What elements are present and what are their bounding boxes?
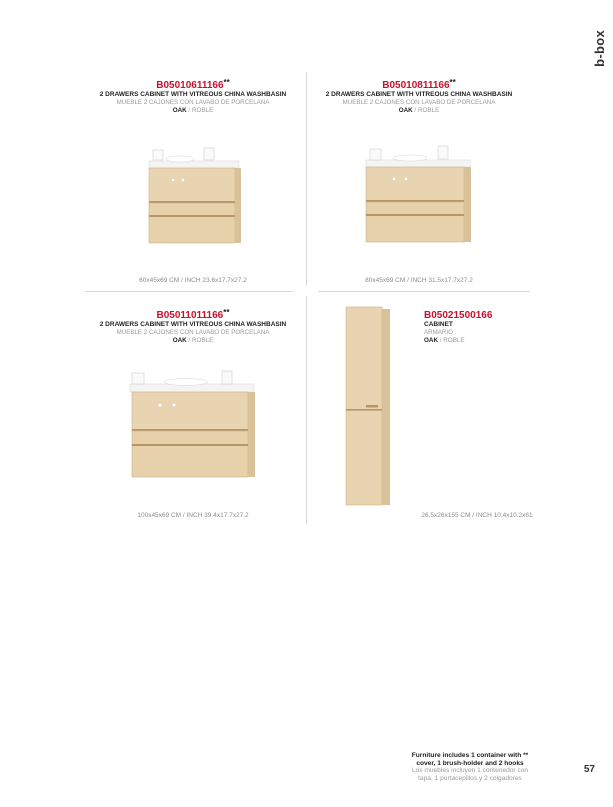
product-card-3 bbox=[80, 310, 306, 346]
product-card-2 bbox=[306, 80, 532, 116]
page-number: 57 bbox=[583, 764, 595, 775]
brand-label: b-box bbox=[592, 30, 607, 67]
product-code: B05021500166 bbox=[424, 310, 493, 321]
row-divider-left bbox=[85, 291, 293, 292]
product-name-en: 2 DRAWERS CABINET WITH VITREOUS CHINA WASHBASIN bbox=[325, 91, 513, 98]
product-code: B05010611166** bbox=[156, 78, 230, 91]
product-finish: OAK / ROBLE bbox=[424, 337, 465, 344]
footnote-es-line2: tapa, 1 portacepillos y 2 colgadores bbox=[418, 774, 522, 782]
tall-cabinet-image bbox=[342, 305, 392, 510]
product-name-es: MUEBLE 2 CAJONES CON LAVABO DE PORCELANA bbox=[342, 99, 496, 106]
product-code: B05011011166** bbox=[156, 308, 230, 321]
product-dimensions: 26,5x26x155 CM / INCH 10.4x10.2x61 bbox=[421, 512, 533, 519]
product-name-en: 2 DRAWERS CABINET WITH VITREOUS CHINA WASHBASIN bbox=[99, 321, 287, 328]
product-dimensions: 60x45x69 CM / INCH 23.6x17.7x27.2 bbox=[139, 277, 247, 284]
product-dimensions: 100x45x69 CM / INCH 39.4x17.7x27.2 bbox=[137, 512, 249, 519]
product-code: B05010811166** bbox=[382, 78, 456, 91]
footnote-es-line1: Los muebles incluyen 1 contenedor con bbox=[411, 767, 529, 774]
product-card-1 bbox=[80, 80, 306, 116]
product-name-en: CABINET bbox=[424, 321, 453, 328]
vanity-80-image bbox=[364, 140, 474, 250]
row-divider-right bbox=[318, 291, 530, 292]
product-card-4 bbox=[424, 310, 544, 346]
product-name-es: ARMARIO bbox=[424, 329, 453, 336]
furniture-footnote bbox=[400, 752, 540, 782]
column-divider-bottom bbox=[306, 296, 307, 524]
footnote-en-line1: Furniture includes 1 container with ** bbox=[411, 752, 529, 759]
product-name-es: MUEBLE 2 CAJONES CON LAVABO DE PORCELANA bbox=[116, 99, 270, 106]
product-finish: OAK / ROBLE bbox=[398, 107, 440, 114]
vanity-60-image bbox=[145, 145, 245, 250]
product-finish: OAK / ROBLE bbox=[172, 107, 214, 114]
product-name-es: MUEBLE 2 CAJONES CON LAVABO DE PORCELANA bbox=[116, 329, 270, 336]
footnote-en-line2: cover, 1 brush-holder and 2 hooks bbox=[416, 759, 524, 767]
vanity-100-image bbox=[128, 368, 258, 488]
product-name-en: 2 DRAWERS CABINET WITH VITREOUS CHINA WASHBASIN bbox=[99, 91, 287, 98]
product-dimensions: 80x45x69 CM / INCH 31.5x17.7x27.2 bbox=[365, 277, 473, 284]
product-finish: OAK / ROBLE bbox=[172, 337, 214, 344]
